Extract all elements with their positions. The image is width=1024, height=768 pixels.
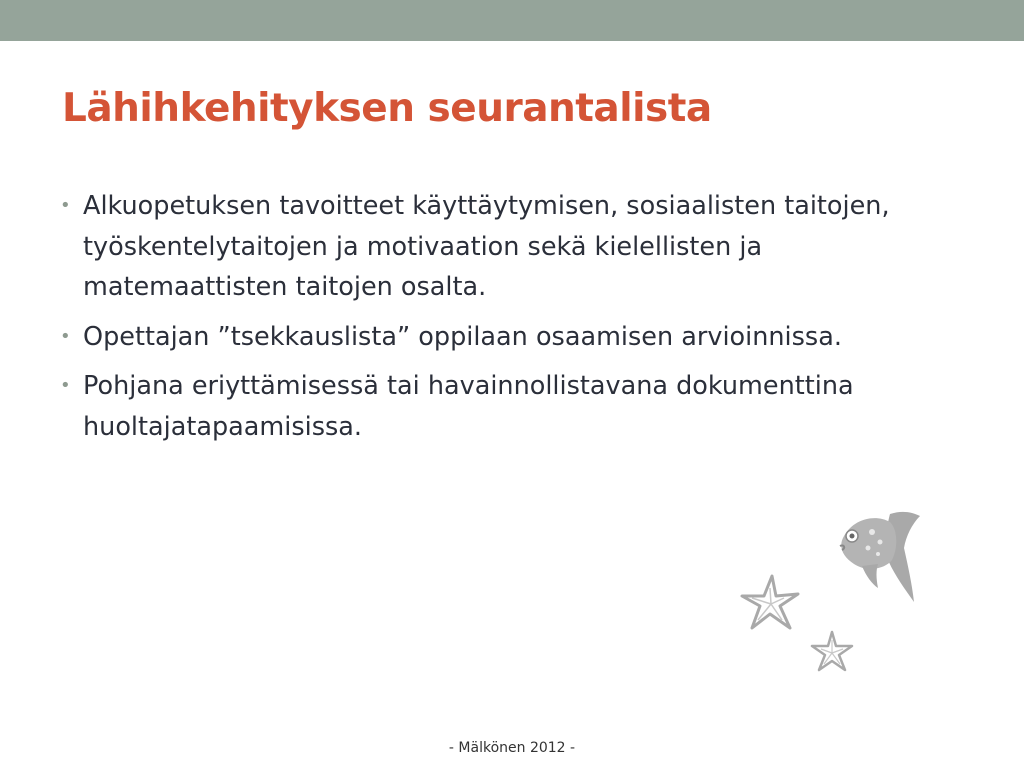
bullet-dot-icon: •: [60, 325, 71, 347]
footer-author: - Mälkönen 2012 -: [448, 740, 576, 756]
starfish-icon: [810, 630, 854, 672]
bullet-text: Opettajan ”tsekkauslista” oppilaan osaamisen arvioinnissa.: [83, 321, 842, 352]
bullet-dot-icon: •: [60, 195, 71, 216]
starfish-icon: [740, 574, 800, 630]
bullet-item: [58, 186, 958, 308]
bullet-item: [58, 366, 958, 447]
bullet-dot-icon: •: [60, 375, 71, 396]
bullet-text: Alkuopetuksen tavoitteet käyttäytymisen, sosiaalisten taitojen, työskentelytaitojen ja motivaation sekä kielellisten ja matemaattisten taitojen osalta.: [83, 191, 890, 302]
bullet-text: Pohjana eriyttämisessä tai havainnollistavana dokumenttina huoltajatapaamisissa.: [83, 371, 854, 442]
bullet-item: [58, 317, 958, 358]
bullet-list: [58, 186, 958, 456]
slide-title: Lähihkehityksen seurantalista: [62, 86, 712, 131]
fish-icon: [832, 508, 924, 604]
top-band: [0, 0, 1024, 41]
